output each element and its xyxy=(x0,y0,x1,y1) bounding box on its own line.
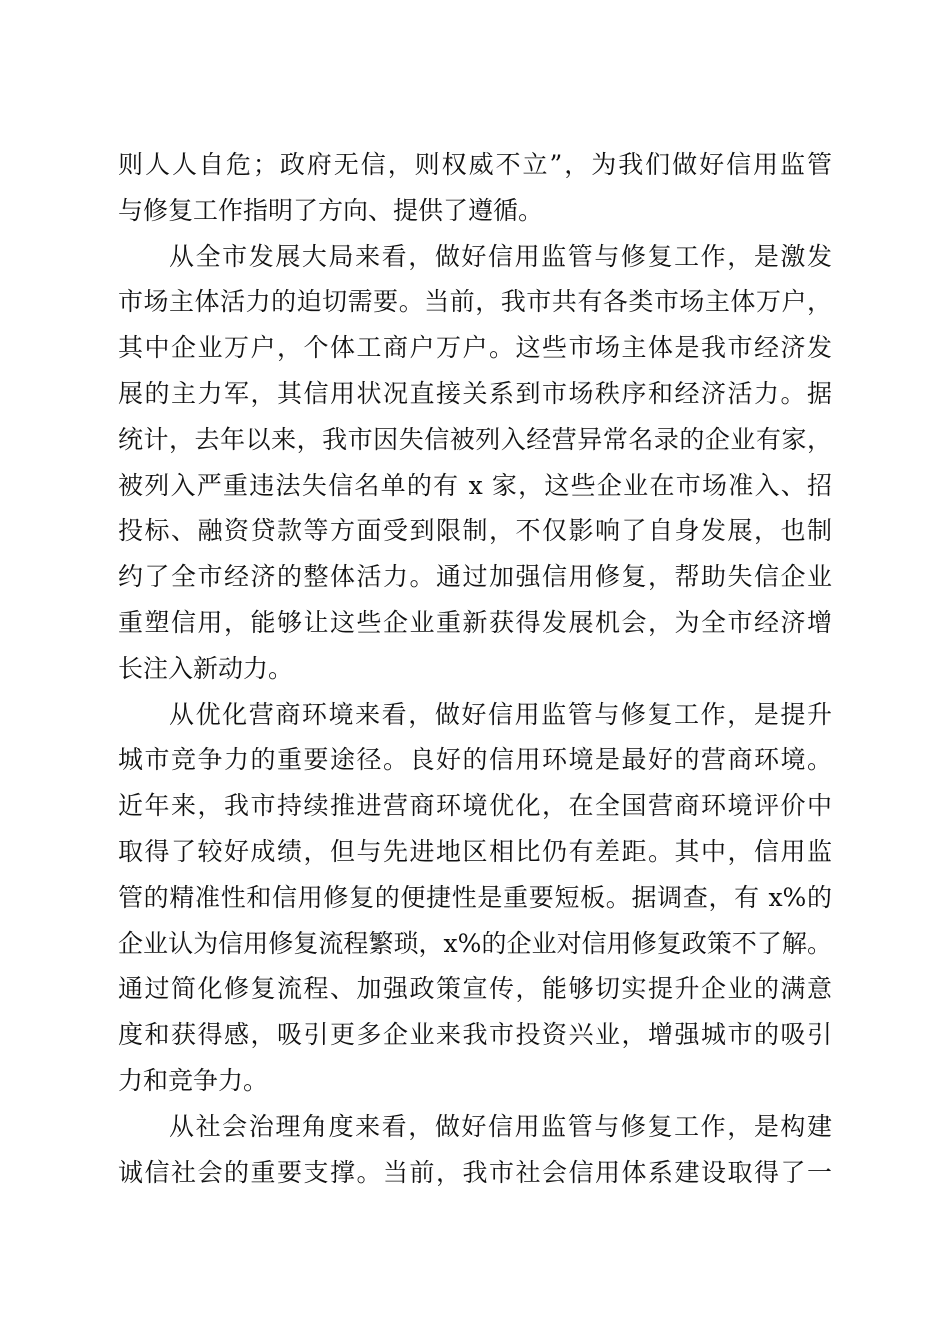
text-line: 管的精准性和信用修复的便捷性是重要短板。据调查，有 x%的 xyxy=(118,882,832,912)
text-line: 度和获得感，吸引更多企业来我市投资兴业，增强城市的吸引 xyxy=(118,1020,832,1050)
text-line: 统计，去年以来，我市因失信被列入经营异常名录的企业有家， xyxy=(118,424,832,454)
paragraph-2 xyxy=(118,234,832,692)
text-line: 其中企业万户，个体工商户万户。这些市场主体是我市经济发 xyxy=(118,333,832,363)
text-line: 与修复工作指明了方向、提供了遵循。 xyxy=(118,195,544,225)
text-line: 诚信社会的重要支撑。当前，我市社会信用体系建设取得了一 xyxy=(118,1157,832,1187)
text-line: 被列入严重违法失信名单的有 x 家，这些企业在市场准入、招 xyxy=(118,470,832,500)
text-line: 从全市发展大局来看，做好信用监管与修复工作，是激发 xyxy=(169,241,832,271)
text-line: 从优化营商环境来看，做好信用监管与修复工作，是提升 xyxy=(169,699,832,729)
text-line: 约了全市经济的整体活力。通过加强信用修复，帮助失信企业 xyxy=(118,562,832,592)
text-line: 城市竞争力的重要途径。良好的信用环境是最好的营商环境。 xyxy=(118,745,832,775)
text-line: 力和竞争力。 xyxy=(118,1065,269,1095)
text-line: 展的主力军，其信用状况直接关系到市场秩序和经济活力。据 xyxy=(118,378,832,408)
text-line: 企业认为信用修复流程繁琐，x%的企业对信用修复政策不了解。 xyxy=(118,928,832,958)
text-line: 重塑信用，能够让这些企业重新获得发展机会，为全市经济增 xyxy=(118,607,832,637)
text-line: 取得了较好成绩，但与先进地区相比仍有差距。其中，信用监 xyxy=(118,836,832,866)
text-line: 投标、融资贷款等方面受到限制，不仅影响了自身发展，也制 xyxy=(118,516,832,546)
document-page xyxy=(118,142,832,1195)
paragraph-4 xyxy=(118,1104,832,1196)
text-line: 近年来，我市持续推进营商环境优化，在全国营商环境评价中 xyxy=(118,791,832,821)
text-line: 则人人自危；政府无信，则权威不立”，为我们做好信用监管 xyxy=(118,150,832,179)
paragraph-3 xyxy=(118,692,832,1104)
text-line: 从社会治理角度来看，做好信用监管与修复工作，是构建 xyxy=(169,1111,832,1141)
text-line: 长注入新动力。 xyxy=(118,653,294,683)
text-line: 通过简化修复流程、加强政策宣传，能够切实提升企业的满意 xyxy=(118,974,832,1004)
paragraph-1 xyxy=(118,142,832,234)
text-line: 市场主体活力的迫切需要。当前，我市共有各类市场主体万户， xyxy=(118,287,832,317)
